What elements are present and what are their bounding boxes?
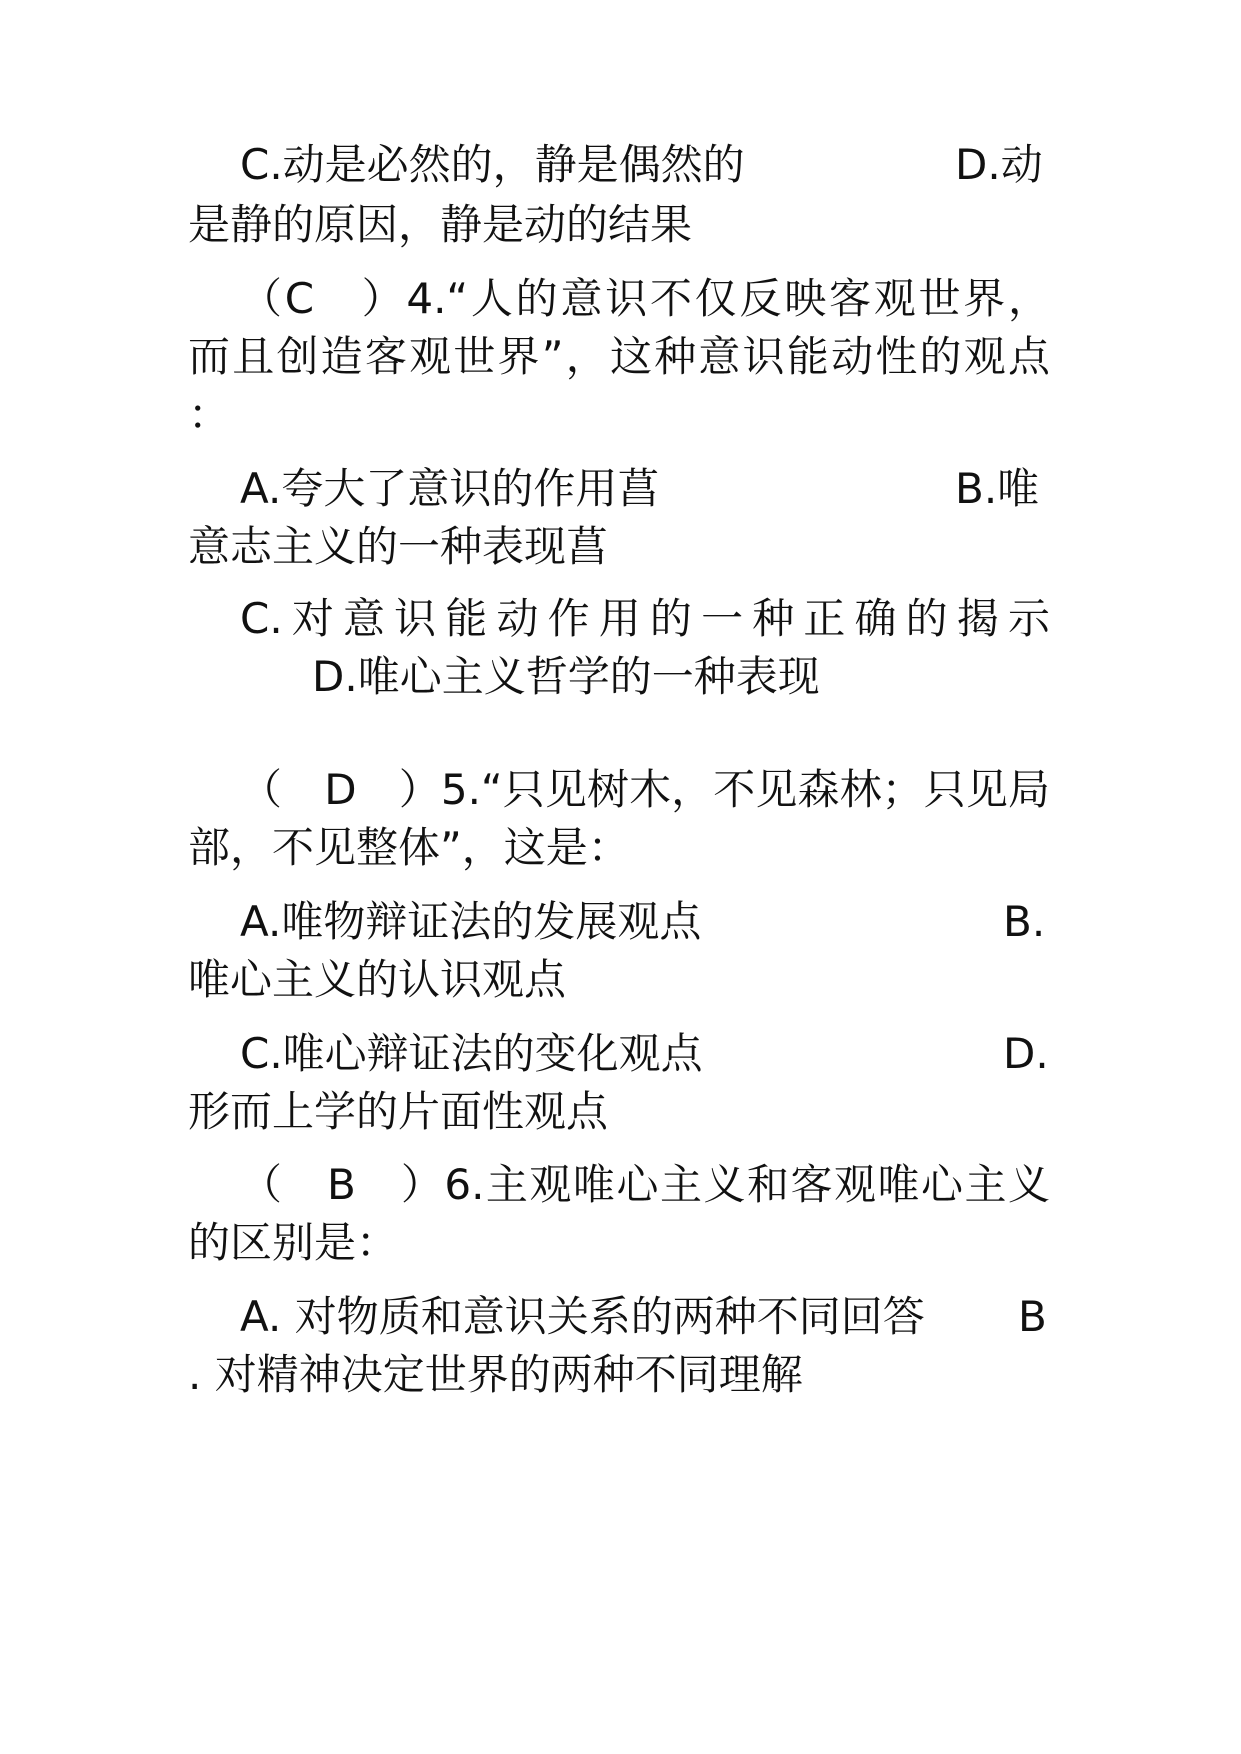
option-q3-d-start: D.动: [955, 140, 1043, 189]
option-q6-b-start: B: [1018, 1292, 1047, 1341]
question-4-line-3: ：: [188, 390, 231, 439]
option-q5-b-start: B.: [1003, 897, 1046, 946]
option-q6-a: A. 对物质和意识关系的两种不同回答: [240, 1292, 925, 1341]
question-4-line-1: （C ）4.“人的意识不仅反映客观世界，: [240, 274, 1050, 323]
option-q5-b-end: 唯心主义的认识观点: [188, 955, 567, 1004]
option-q6-b-end: . 对精神决定世界的两种不同理解: [188, 1350, 803, 1399]
option-q4-d: D.唯心主义哲学的一种表现: [312, 652, 820, 701]
question-5-line-1: （ D ）5.“只见树木，不见森林；只见局: [240, 765, 1050, 814]
option-q5-c: C.唯心辩证法的变化观点: [240, 1029, 703, 1078]
option-q3-d-end: 是静的原因，静是动的结果: [188, 200, 693, 249]
option-q5-d-start: D.: [1003, 1029, 1049, 1078]
question-6-line-2: 的区别是：: [188, 1218, 399, 1267]
option-q4-b-start: B.唯: [955, 464, 1040, 513]
option-q5-d-end: 形而上学的片面性观点: [188, 1087, 609, 1136]
option-q4-b-end: 意志主义的一种表现菖: [188, 522, 609, 571]
option-q4-a: A.夸大了意识的作用菖: [240, 464, 660, 513]
option-q5-a: A.唯物辩证法的发展观点: [240, 897, 702, 946]
question-5-line-2: 部，不见整体”，这是：: [188, 823, 630, 872]
option-q4-c: C.对意识能动作用的一种正确的揭示: [240, 594, 1050, 643]
question-4-line-2: 而且创造客观世界”，这种意识能动性的观点: [188, 332, 1050, 381]
question-6-line-1: （ B ）6.主观唯心主义和客观唯心主义: [240, 1160, 1050, 1209]
option-q3-c: C.动是必然的，静是偶然的: [240, 140, 745, 189]
